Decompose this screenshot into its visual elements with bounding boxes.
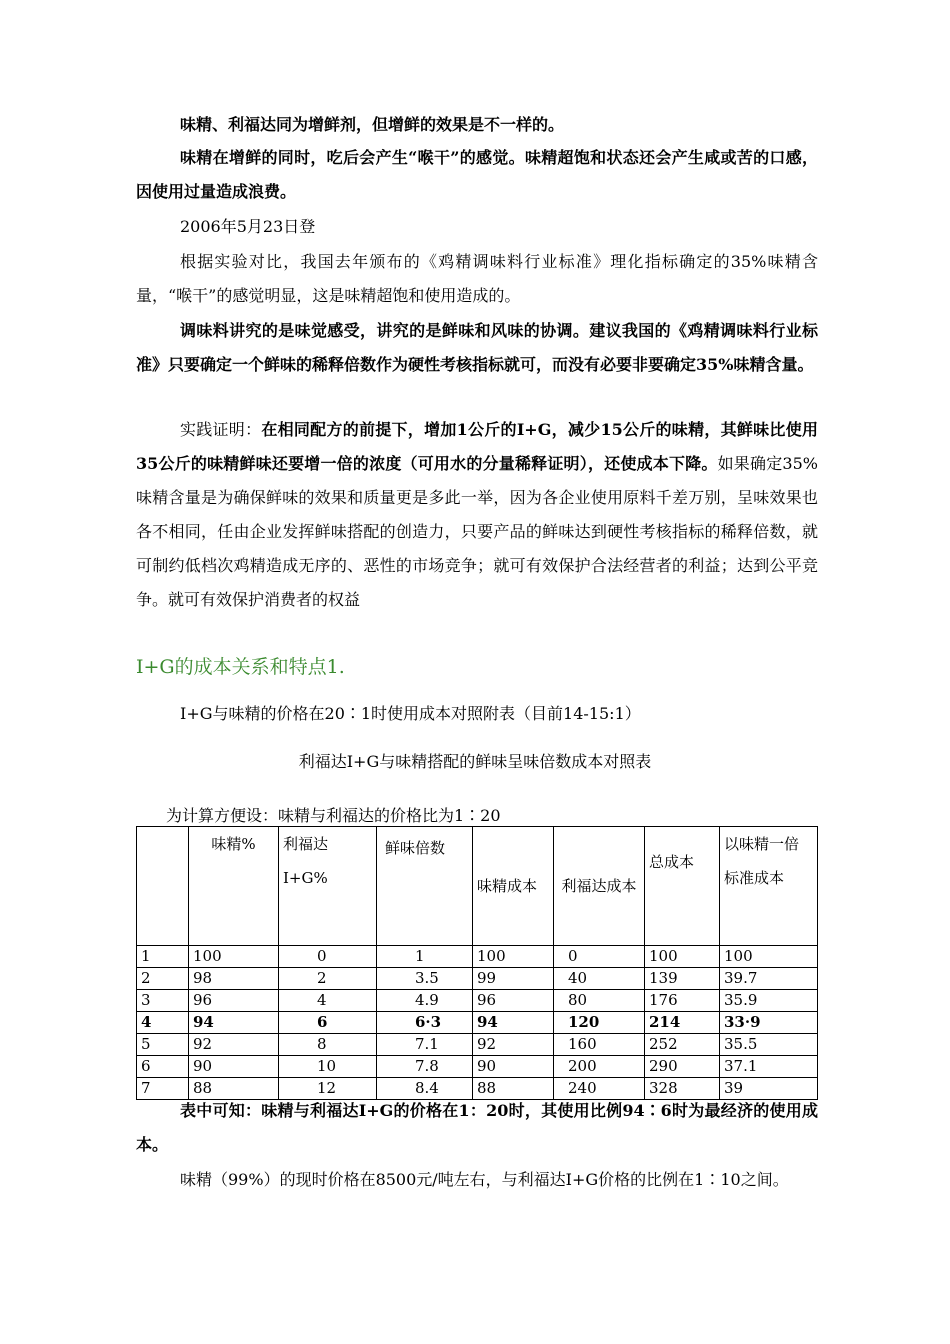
table-cell: 0 <box>554 946 645 968</box>
table-cell: 94 <box>473 1012 554 1034</box>
header-cell: 利福达成本 <box>554 827 645 946</box>
table-cell: 290 <box>645 1056 720 1078</box>
table-cell: 98 <box>189 968 279 990</box>
paragraph-5: 调味料讲究的是味觉感受，讲究的是鲜味和风味的协调。建议我国的《鸡精调味料行业标准》只要确定一个鲜味的稀释倍数作为硬性考核指标就可，而没有必要非要确定35%味精含量。 <box>136 321 818 374</box>
table-cell: 96 <box>189 990 279 1012</box>
table-cell: 88 <box>189 1078 279 1100</box>
header-cell: 味精% <box>189 827 279 946</box>
table-cell: 94 <box>189 1012 279 1034</box>
table-cell: 100 <box>720 946 818 968</box>
table-row <box>137 946 818 968</box>
header-cell: 味精成本 <box>473 827 554 946</box>
table-cell: 100 <box>189 946 279 968</box>
table-cell: 92 <box>189 1034 279 1056</box>
table-cell: 6 <box>279 1012 377 1034</box>
table-cell: 10 <box>279 1056 377 1078</box>
table-cell: 5 <box>137 1034 189 1056</box>
header-cell <box>137 827 189 946</box>
table-cell: 7 <box>137 1078 189 1100</box>
header-cell: 利福达I+G% <box>279 827 377 946</box>
table-cell: 39 <box>720 1078 818 1100</box>
table-cell: 40 <box>554 968 645 990</box>
table-cell: 37.1 <box>720 1056 818 1078</box>
table-cell: 214 <box>645 1012 720 1034</box>
paragraph-6-bold: 在相同配方的前提下，增加1公斤的I+G，减少15公斤的味精，其鲜味比使用35公斤的味精鲜味还要增一倍的浓度（可用水的分量稀释证明），还使成本下降。 <box>136 420 818 473</box>
table-cell: 92 <box>473 1034 554 1056</box>
table-cell: 4 <box>279 990 377 1012</box>
table-cell: 90 <box>189 1056 279 1078</box>
table-cell: 160 <box>554 1034 645 1056</box>
table-cell: 1 <box>377 946 473 968</box>
table-cell: 8.4 <box>377 1078 473 1100</box>
table-cell: 328 <box>645 1078 720 1100</box>
table-row <box>137 1056 818 1078</box>
table-title: 利福达I+G与味精搭配的鲜味呈味倍数成本对照表 <box>298 752 652 771</box>
table-row <box>137 968 818 990</box>
paragraph-6-rest: 如果确定35%味精含量是为确保鲜味的效果和质量更是多此一举，因为各企业使用原料千差万别，呈味效果也各不相同，任由企业发挥鲜味搭配的创造力，只要产品的鲜味达到硬性考核指标的稀释倍数，就可制约低档次鸡精造成无序的、恶性的市场竞争；就可有效保护合法经营者的利益；达到公平竞争。就可有效保护消费者的权益 <box>136 454 818 609</box>
table-cell: 7.1 <box>377 1034 473 1056</box>
price-note: I+G与味精的价格在20∶1时使用成本对照附表（目前14-15:1） <box>180 704 641 723</box>
table-cell: 1 <box>137 946 189 968</box>
table-cell: 35.9 <box>720 990 818 1012</box>
paragraph-2: 味精在增鲜的同时，吃后会产生“喉干”的感觉。味精超饱和状态还会产生咸或苦的口感，因使用过量造成浪费。 <box>136 148 818 201</box>
paragraph-1: 味精、利福达同为增鲜剂，但增鲜的效果是不一样的。 <box>180 115 565 134</box>
assumption-line: 为计算方便设：味精与利福达的价格比为1∶20 <box>166 806 501 825</box>
cost-table <box>136 826 818 1100</box>
header-cell: 鲜味倍数 <box>377 827 473 946</box>
table-cell: 12 <box>279 1078 377 1100</box>
table-row <box>137 990 818 1012</box>
table-cell: 88 <box>473 1078 554 1100</box>
table-cell: 4.9 <box>377 990 473 1012</box>
table-cell: 176 <box>645 990 720 1012</box>
table-cell: 35.5 <box>720 1034 818 1056</box>
table-cell: 200 <box>554 1056 645 1078</box>
table-cell: 6 <box>137 1056 189 1078</box>
table-header-row <box>137 827 818 946</box>
paragraph-4: 根据实验对比，我国去年颁布的《鸡精调味料行业标准》理化指标确定的35%味精含量，“喉干”的感觉明显，这是味精超饱和使用造成的。 <box>136 252 818 305</box>
table-cell: 90 <box>473 1056 554 1078</box>
header-cell: 总成本 <box>645 827 720 946</box>
table-cell: 33·9 <box>720 1012 818 1034</box>
table-cell: 139 <box>645 968 720 990</box>
table-cell: 252 <box>645 1034 720 1056</box>
table-row <box>137 1034 818 1056</box>
table-cell: 100 <box>645 946 720 968</box>
table-cell: 96 <box>473 990 554 1012</box>
header-cell: 以味精一倍标准成本 <box>720 827 818 946</box>
table-cell: 2 <box>137 968 189 990</box>
table-cell: 7.8 <box>377 1056 473 1078</box>
last-line: 味精（99%）的现时价格在8500元/吨左右，与利福达I+G价格的比例在1∶10之间。 <box>180 1170 789 1189</box>
table-cell: 8 <box>279 1034 377 1056</box>
paragraph-6-lead: 实践证明： <box>180 420 262 439</box>
table-cell: 3.5 <box>377 968 473 990</box>
table-cell: 2 <box>279 968 377 990</box>
table-cell: 3 <box>137 990 189 1012</box>
table-cell: 240 <box>554 1078 645 1100</box>
conclusion: 表中可知：味精与利福达I+G的价格在1：20时，其使用比例94∶6时为最经济的使用成本。 <box>136 1101 818 1154</box>
table-cell: 4 <box>137 1012 189 1034</box>
paragraph-6 <box>136 413 818 617</box>
section-heading: I+G的成本关系和特点1. <box>136 656 345 678</box>
table-cell: 39.7 <box>720 968 818 990</box>
table-cell: 99 <box>473 968 554 990</box>
table-cell: 100 <box>473 946 554 968</box>
table-cell: 0 <box>279 946 377 968</box>
table-cell: 80 <box>554 990 645 1012</box>
table-cell: 6·3 <box>377 1012 473 1034</box>
table-cell: 120 <box>554 1012 645 1034</box>
table-row <box>137 1012 818 1034</box>
paragraph-date: 2006年5月23日登 <box>180 217 316 236</box>
